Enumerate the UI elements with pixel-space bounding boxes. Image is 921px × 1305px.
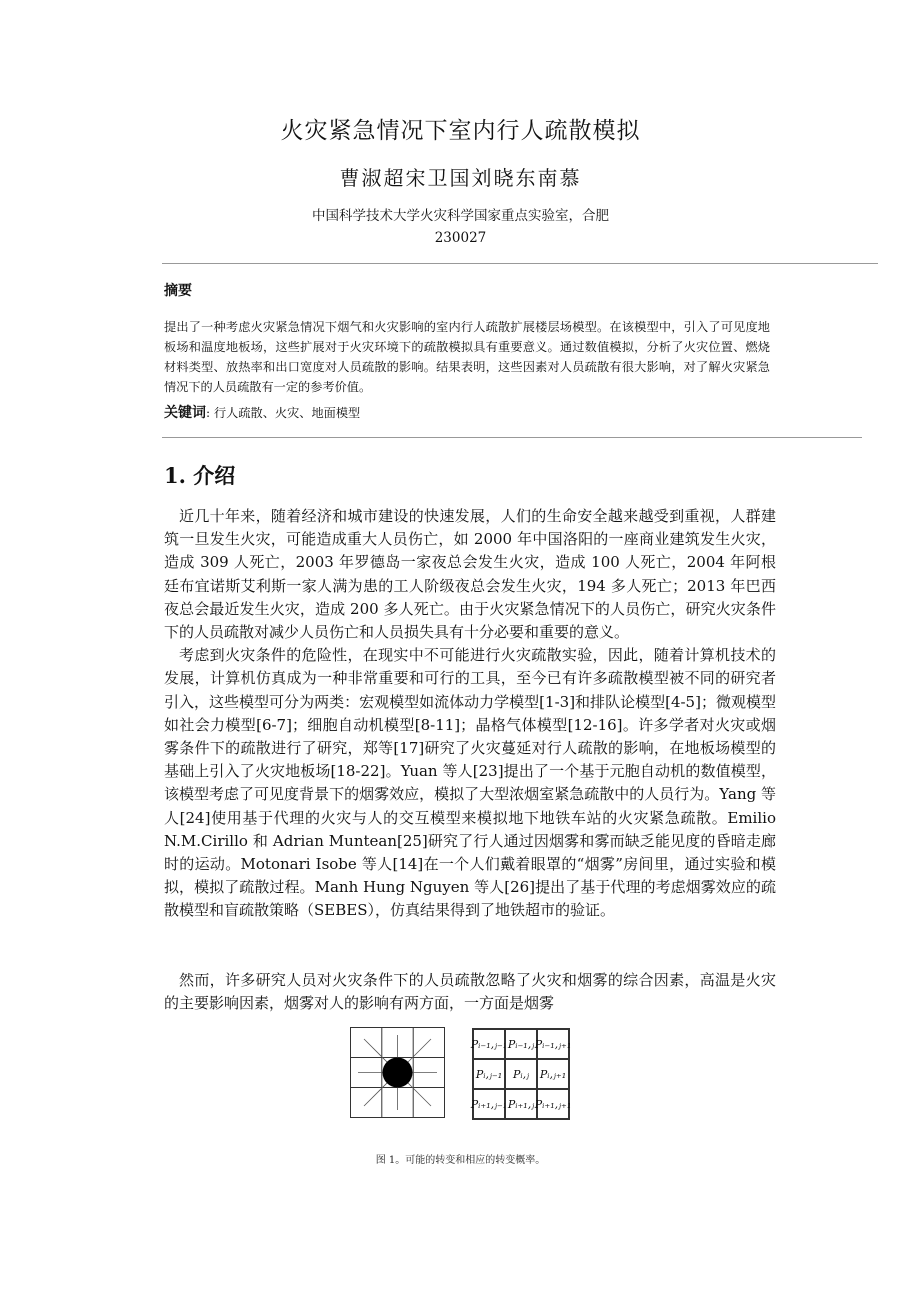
affiliation-postcode: 230027 [434,230,487,246]
body-text [164,505,776,923]
affiliation [0,205,921,249]
author-list: 曹淑超宋卫国刘晓东南慕 [339,166,582,190]
probability-grid [472,1028,570,1120]
figure-caption: 图 1。可能的转变和相应的转变概率。 [375,1155,546,1166]
divider-top [162,263,878,264]
divider-middle [162,437,862,438]
prob-cell: Pᵢ₋₁,ⱼ [505,1029,537,1059]
section-heading: 1. 介绍 [164,463,236,488]
keywords-label: 关键词 [164,404,206,420]
paragraph-2: 考虑到火灾条件的危险性，在现实中不可能进行火灾疏散实验，因此，随着计算机技术的发展，计算机仿真成为一种非常重要和可行的工具，至今已有许多疏散模型被不同的研究者引入，这些模型可分为两类：宏观模型如流体动力学模型[1-3]和排队论模型[4-5]；微观模型如社会力模型[6-7]；细胞自动机模型[8-11]；晶格气体模型[12-16]。许多学者对火灾或烟雾条件下的疏散进行了研究，郑等[17]研究了火灾蔓延对行人疏散的影响，在地板场模型的基础上引入了火灾地板场[18-22]。Yuan 等人[23]提出了一个基于元胞自动机的数值模型，该模型考虑了可见度背景下的烟雾效应，模拟了大型浓烟室紧急疏散中的人员行为。Yang 等人[24]使用基于代理的火灾与人的交互模型来模拟地下地铁车站的火灾紧急疏散。Emilio N.M.Cirillo 和 Adrian Muntean[25]研究了行人通过因烟雾和雾而缺乏能见度的昏暗走廊时的运动。Motonari Isobe 等人[14]在一个人们戴着眼罩的“烟雾”房间里，通过实验和模拟，模拟了疏散过程。Manh Hung Nguyen 等人[26]提出了基于代理的考虑烟雾效应的疏散模型和盲疏散策略（SEBES），仿真结果得到了地铁超市的验证。 [164,646,776,920]
prob-cell: Pᵢ₊₁,ⱼ₋₁ [473,1089,505,1119]
pedestrian-dot [383,1058,413,1088]
abstract-text: 提出了一种考虑火灾紧急情况下烟气和火灾影响的室内行人疏散扩展楼层场模型。在该模型中，引入了可见度地板场和温度地板场，这些扩展对于火灾环境下的疏散模拟具有重要意义。通过数值模拟，分析了火灾位置、燃烧材料类型、放热率和出口宽度对人员疏散的影响。结果表明，这些因素对人员疏散有很大影响，对了解火灾紧急情况下的人员疏散有一定的参考价值。 [164,320,770,394]
prob-cell: Pᵢ,ⱼ [505,1059,537,1089]
affiliation-line: 中国科学技术大学火灾科学国家重点实验室，合肥 [312,208,609,224]
prob-cell: Pᵢ₊₁,ⱼ [505,1089,537,1119]
abstract-heading: 摘要 [164,282,192,298]
neighborhood-diagram [350,1027,450,1119]
keywords [164,402,360,422]
prob-cell: Pᵢ₋₁,ⱼ₊₁ [537,1029,569,1059]
keywords-text: : 行人疏散、火灾、地面模型 [206,406,361,420]
body-text-2 [164,969,776,1015]
prob-cell: Pᵢ₋₁,ⱼ₋₁ [473,1029,505,1059]
prob-cell: Pᵢ₊₁,ⱼ₊₁ [537,1089,569,1119]
paragraph-3: 然而，许多研究人员对火灾条件下的人员疏散忽略了火灾和烟雾的综合因素，高温是火灾的主要影响因素，烟雾对人的影响有两方面，一方面是烟雾 [164,971,776,1013]
paper-title: 火灾紧急情况下室内行人疏散模拟 [280,118,641,144]
prob-cell: Pᵢ,ⱼ₋₁ [473,1059,505,1089]
paragraph-1: 近几十年来，随着经济和城市建设的快速发展，人们的生命安全越来越受到重视，人群建筑一旦发生火灾，可能造成重大人员伤亡，如 2000 年中国洛阳的一座商业建筑发生火灾，造成 309 人死亡，2003 年罗德岛一家夜总会发生火灾，造成 100 人死亡，2004 年阿根廷布宜诺斯艾利斯一家人满为患的工人阶级夜总会发生火灾，194 多人死亡；2013 年巴西夜总会最近发生火灾，造成 200 多人死亡。由于火灾紧急情况下的人员伤亡，研究火灾条件下的人员疏散对减少人员伤亡和人员损失具有十分必要和重要的意义。 [164,507,776,642]
prob-cell: Pᵢ,ⱼ₊₁ [537,1059,569,1089]
